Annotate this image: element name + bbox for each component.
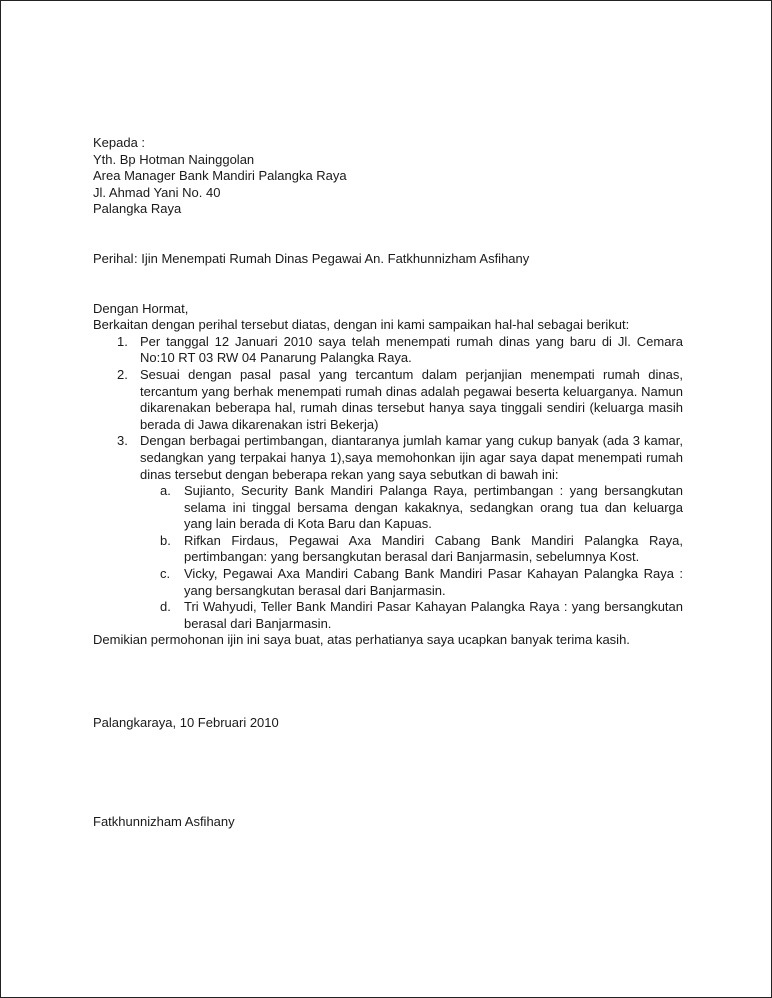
sub-list-item-c xyxy=(93,566,683,599)
signature-name: Fatkhunnizham Asfihany xyxy=(93,813,235,829)
recipient-city: Palangka Raya xyxy=(93,201,182,217)
intro-paragraph: Berkaitan dengan perihal tersebut diatas, dengan ini kami sampaikan hal-hal sebagai berikut: xyxy=(93,317,630,333)
list-item-text: Dengan berbagai pertimbangan, diantaranya jumlah kamar yang cukup banyak (ada 3 kamar, sedangkan yang terpakai hanya 1),saya memohonkan ijin agar saya dapat menempati rumah dinas tersebut dengan beberapa rekan yang saya sebutkan di bawah ini: xyxy=(140,433,683,482)
recipient-position: Area Manager Bank Mandiri Palangka Raya xyxy=(93,168,347,184)
subject-label: Perihal xyxy=(93,250,134,266)
subject-text: : Ijin Menempati Rumah Dinas Pegawai An. Fatkhunnizham Asfihany xyxy=(134,250,530,266)
recipient-block xyxy=(93,135,683,218)
letter-body xyxy=(93,135,683,830)
sub-list-item-text: Rifkan Firdaus, Pegawai Axa Mandiri Cabang Bank Mandiri Palangka Raya, pertimbangan: yang bersangkutan berasal dari Banjarmasin, sebelumnya Kost. xyxy=(184,532,683,565)
list-item-text: Per tanggal 12 Januari 2010 saya telah menempati rumah dinas yang baru di Jl. Cemara No:10 RT 03 RW 04 Panarung Palangka Raya. xyxy=(140,333,683,366)
sub-list-item-letter: a. xyxy=(160,483,171,499)
list-item-1 xyxy=(93,334,683,367)
recipient-name: Yth. Bp Hotman Nainggolan xyxy=(93,151,255,167)
sub-list-item-text: Tri Wahyudi, Teller Bank Mandiri Pasar Kahayan Palangka Raya : yang bersangkutan berasal dari Banjarmasin. xyxy=(184,599,683,631)
sub-list-item-b xyxy=(93,533,683,566)
list-item-2 xyxy=(93,367,683,433)
sub-list-item-text: Vicky, Pegawai Axa Mandiri Cabang Bank Mandiri Pasar Kahayan Palangka Raya : yang bersangkutan berasal dari Banjarmasin. xyxy=(184,566,683,598)
list-item-number: 1. xyxy=(117,333,128,349)
sub-list-item-letter: d. xyxy=(160,599,171,615)
list-item-text: Sesuai dengan pasal pasal yang tercantum dalam perjanjian menempati rumah dinas, tercantum yang berhak menempati rumah dinas adalah pegawai beserta keluarganya. Namun dikarenakan beberapa hal, rumah dinas tersebut hanya saya tinggali sendiri (keluarga masih berada di Jawa dikarenakan istri Bekerja) xyxy=(140,366,683,432)
list-item-number: 3. xyxy=(117,433,128,449)
place-date: Palangkaraya, 10 Februari 2010 xyxy=(93,715,279,731)
numbered-points-list xyxy=(93,334,683,633)
sub-list-item-d xyxy=(93,599,683,632)
sub-list-item-letter: b. xyxy=(160,532,171,548)
sub-list-item-a xyxy=(93,483,683,533)
list-item-number: 2. xyxy=(117,366,128,382)
sub-points-list xyxy=(93,483,683,632)
subject-line xyxy=(93,251,683,268)
recipient-address: Jl. Ahmad Yani No. 40 xyxy=(93,184,221,200)
sub-list-item-text: Sujianto, Security Bank Mandiri Palanga Raya, pertimbangan : yang bersangkutan selama ini tinggal bersama dengan kakaknya, sedangkan orang tua dan keluarga yang lain berada di Kota Baru dan Kapuas. xyxy=(184,483,683,532)
sub-list-item-letter: c. xyxy=(160,566,171,582)
greeting: Dengan Hormat, xyxy=(93,300,189,316)
list-item-3 xyxy=(93,433,683,632)
recipient-to-label: Kepada : xyxy=(93,135,146,150)
closing-paragraph: Demikian permohonan ijin ini saya buat, atas perhatianya saya ucapkan banyak terima kasih. xyxy=(93,632,630,648)
